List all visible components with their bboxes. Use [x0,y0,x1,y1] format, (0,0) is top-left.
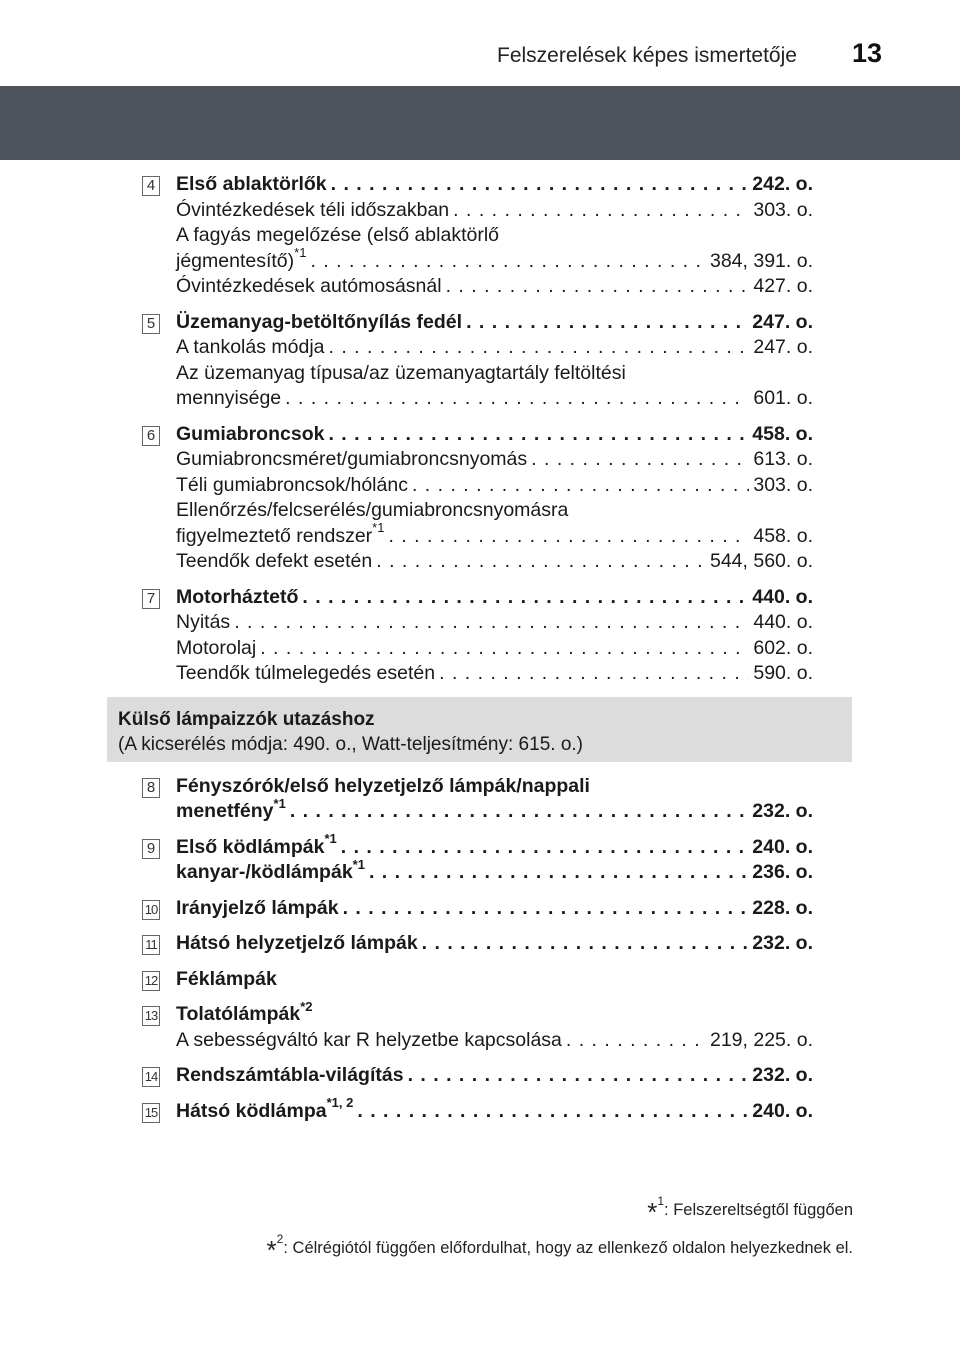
entry-label: Gumiabroncsok [176,422,325,445]
entry-label: Rendszámtábla-világítás [176,1064,404,1086]
dot-leader [285,386,749,412]
entry-text [176,422,324,448]
entry-label: mennyisége [176,387,282,409]
entry-subline [176,447,813,473]
entry-text [176,967,277,993]
banner-subtitle: (A kicserélés módja: 490. o., Watt-teljesítmény: 615. o.) [118,733,583,755]
entry-text [176,931,418,957]
dot-leader [328,422,748,448]
page-number: 13 [851,38,882,68]
entry-text [176,310,462,336]
list-item [0,896,960,922]
item-number-box: 10 [142,900,160,920]
entry-label: Téli gumiabroncsok/hólánc [176,473,408,496]
entry-label: Hátsó ködlámpa [176,1099,327,1122]
entry-label: A fagyás megelőzése (első ablaktörlő [176,224,500,246]
page-reference: 440. o. [753,611,813,633]
dot-leader [408,1063,749,1089]
entry-subline [176,636,813,662]
dot-leader [453,198,749,224]
entry-subline [176,661,813,687]
entry-label: Üzemanyag-betöltőnyílás fedél [176,310,463,333]
entry-label: Első ablaktörlők [176,173,327,195]
entry-text [176,245,307,275]
entry-text [176,998,313,1028]
entry-subline [176,245,813,275]
entry-text [176,1095,354,1125]
page-reference: 240. o. [752,1099,813,1122]
list-item [0,831,960,886]
entry-subline [176,223,813,249]
entry-subline [176,386,813,412]
lamp-banner [107,697,852,762]
header-title: Felszerelések képes ismertetője [497,44,797,67]
entry-subline [176,520,813,550]
item-number-box: 15 [142,1103,160,1123]
entry-label: Irányjelző lámpák [176,896,339,919]
page-header [0,0,960,90]
entry-subline [176,610,813,636]
entry-text [176,636,256,662]
dot-leader [531,447,749,473]
entry-text [176,447,527,473]
entry-subline [176,1028,813,1054]
entry-text [176,896,339,922]
page-reference: 458. o. [752,422,813,445]
footnotes [267,1192,853,1268]
page-reference: 427. o. [753,275,813,297]
dot-leader [439,661,749,687]
entry-heading [176,896,813,922]
dot-leader [357,1099,748,1125]
entry-heading [176,998,813,1028]
entry-text [176,172,327,198]
dot-leader [466,310,748,336]
entry-label: kanyar-/ködlámpák [176,861,353,883]
entry-subline [176,335,813,361]
entry-text [176,549,372,575]
footnote-ref: *1 [294,245,307,260]
entry-subline [176,473,813,499]
entry-label: Féklámpák [176,967,277,990]
entry-heading [176,856,813,886]
item-number-box: 9 [142,839,160,859]
entry-label: Hátsó helyzetjelző lámpák [176,932,418,954]
entry-subline [176,361,813,387]
banner-title: Külső lámpaizzók utazáshoz [118,708,375,730]
entry-text [176,1063,404,1089]
footnote-ref: *1 [372,520,385,535]
item-number-box: 4 [142,176,160,196]
entry-heading [176,967,813,993]
footnote-ref: *1 [352,856,365,872]
page-reference: 236. o. [752,861,813,883]
entry-text [176,198,449,224]
entry-subline [176,274,813,300]
footnote-ref: *1 [273,795,286,811]
page-reference: 602. o. [753,636,813,659]
entry-label: Első ködlámpák [176,835,325,858]
page-reference: 232. o. [752,1064,813,1086]
dot-leader [446,274,750,300]
item-number-box: 5 [142,314,160,334]
footnote-ref: *1 [324,831,337,846]
entry-label: Teendők túlmelegedés esetén [176,662,436,684]
entry-label: Óvintézkedések autómosásnál [176,275,442,297]
dot-leader [369,860,748,886]
page-reference: 601. o. [753,387,813,409]
entry-text [176,361,626,387]
entry-text [176,520,385,550]
entry-heading [176,1063,813,1089]
entry-label: Gumiabroncsméret/gumiabroncsnyomás [176,448,528,470]
header-band [0,86,960,160]
entry-text [176,335,325,361]
page-reference: 303. o. [753,473,813,496]
entry-text [176,223,499,249]
list-item [0,774,960,825]
entry-label: menetfény [176,800,274,822]
list-item [0,967,960,993]
entry-heading [176,795,813,825]
dot-leader [290,799,748,825]
page-reference: 247. o. [752,310,813,333]
footnote: *$^1$: Felszereltségtől függően [647,1193,853,1227]
dot-leader [302,585,748,611]
list-item [0,1095,960,1125]
page-reference: 458. o. [753,524,813,547]
entry-subline [176,498,813,524]
entry-label: Teendők defekt esetén [176,550,373,572]
list-item [0,998,960,1053]
entry-heading [176,172,813,198]
entry-text [176,585,298,611]
item-number-box: 8 [142,778,160,798]
page-reference: 590. o. [753,662,813,684]
dot-leader [388,524,749,550]
lamp-items-list [0,774,960,1125]
items-list [0,172,960,687]
dot-leader [260,636,749,662]
page-reference: 613. o. [753,448,813,470]
entry-heading [176,310,813,336]
entry-label: Tolatólámpák [176,1003,301,1025]
page-reference: 240. o. [752,835,813,858]
list-item [0,931,960,957]
item-number-box: 14 [142,1067,160,1087]
entry-heading [176,1095,813,1125]
dot-leader [566,1028,706,1054]
entry-label: Motorolaj [176,636,257,659]
list-item [0,172,960,300]
list-item [0,422,960,575]
page-reference: 242. o. [752,173,813,195]
entry-label: figyelmeztető rendszer [176,524,373,547]
entry-heading [176,931,813,957]
item-number-box: 13 [142,1006,160,1026]
item-number-box: 12 [142,971,160,991]
dot-leader [376,549,706,575]
footnote: *$^2$: Célrégiótól függően előfordulhat, hogy az ellenkező oldalon helyezkednek el. [266,1231,853,1265]
footnote-ref: *2 [300,998,313,1014]
page-reference: 219, 225. o. [709,1028,813,1051]
page-reference: 303. o. [753,198,813,221]
dot-leader [331,172,749,198]
entry-text [176,795,286,825]
entry-text [176,274,442,300]
dot-leader [422,931,749,957]
page-reference: 232. o. [752,800,813,822]
list-item [0,1063,960,1089]
page-reference: 228. o. [752,896,813,919]
entry-label: Óvintézkedések téli időszakban [176,198,450,221]
dot-leader [234,610,749,636]
item-number-box: 6 [142,426,160,446]
entry-text [176,774,590,800]
list-item [0,585,960,687]
dot-leader [329,335,750,361]
entry-heading [176,831,813,861]
entry-label: Ellenőrzés/felcserélés/gumiabroncsnyomásra [176,499,569,521]
entry-text [176,610,230,636]
entry-subline [176,198,813,224]
footnote-ref: *1, 2 [326,1095,354,1110]
page-reference: 544, 560. o. [709,550,813,572]
entry-heading [176,585,813,611]
item-number-box: 11 [142,935,160,955]
entry-label: Motorháztető [176,585,299,608]
entry-text [176,473,408,499]
dot-leader [343,896,749,922]
entry-text [176,386,281,412]
entry-label: Az üzemanyag típusa/az üzemanyagtartály feltöltési [176,361,626,384]
dot-leader [412,473,749,499]
page-reference: 440. o. [752,585,813,608]
content [0,172,960,1134]
page-reference: 384, 391. o. [709,249,813,272]
entry-text [176,1028,562,1054]
entry-text [176,831,337,861]
list-item [0,310,960,412]
entry-text [176,856,365,886]
entry-heading [176,774,813,800]
item-number-box: 7 [142,589,160,609]
dot-leader [310,249,706,275]
entry-label: jégmentesítő) [176,249,295,272]
entry-label: A sebességváltó kar R helyzetbe kapcsolása [176,1028,562,1051]
entry-heading [176,422,813,448]
dot-leader [341,835,749,861]
entry-subline [176,549,813,575]
page-reference: 232. o. [752,932,813,954]
entry-label: Nyitás [176,611,231,633]
page-reference: 247. o. [753,336,813,358]
entry-text [176,661,435,687]
entry-label: Fényszórók/első helyzetjelző lámpák/nappali [176,774,590,797]
entry-label: A tankolás módja [176,336,325,358]
